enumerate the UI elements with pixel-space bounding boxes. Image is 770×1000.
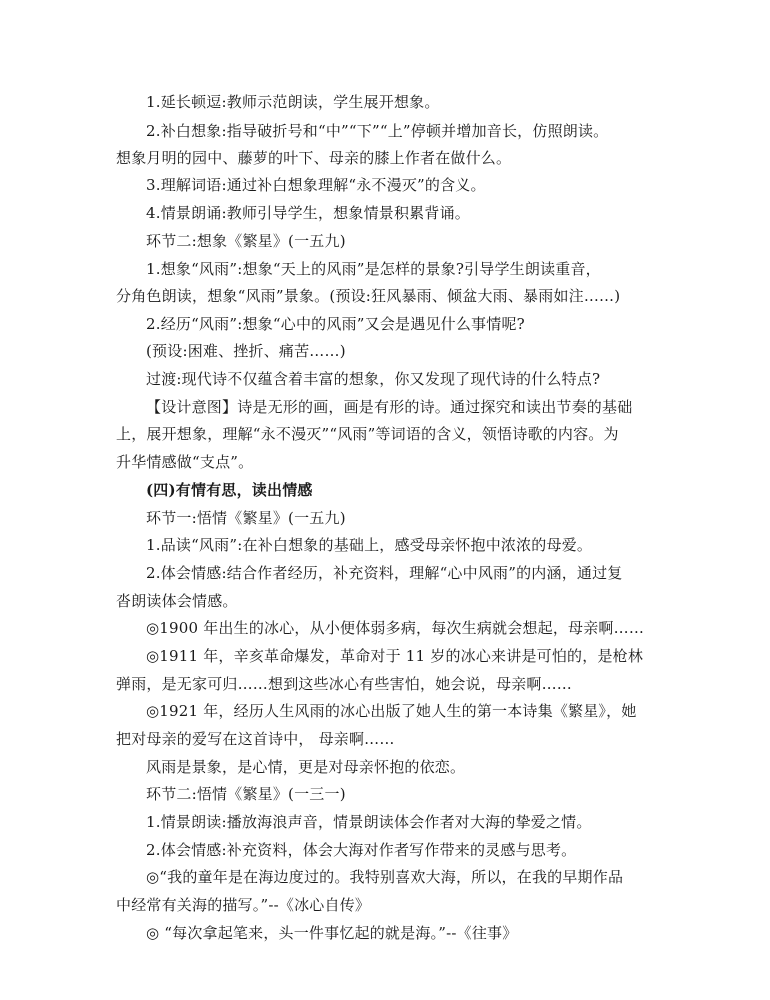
text-line: 2.体会情感:结合作者经历，补充资料，理解“心中风雨”的内涵，通过复 — [146, 564, 623, 582]
text-line: 2.补白想象:指导破折号和“中”“下”“上”停顿并增加音长，仿照朗读。 — [146, 122, 609, 140]
text-line: 1.想象“风雨”:想象“天上的风雨”是怎样的景象?引导学生朗读重音， — [146, 260, 601, 278]
text-line: 把对母亲的爱写在这首诗中， 母亲啊…… — [116, 730, 395, 748]
text-line: 2.经历“风雨”:想象“心中的风雨”又会是遇见什么事情呢? — [146, 315, 525, 333]
section-title: (四)有情有思，读出情感 — [146, 481, 313, 499]
text-line: ◎1921 年，经历人生风雨的冰心出版了她人生的第一本诗集《繁星》，她 — [146, 702, 637, 720]
text-line: 上，展开想象，理解“永不漫灭”“风雨”等词语的含义，领悟诗歌的内容。为 — [116, 425, 619, 443]
text-line: 1.品读“风雨”:在补白想象的基础上，感受母亲怀抱中浓浓的母爱。 — [146, 536, 593, 554]
text-line: 沓朗读体会情感。 — [116, 592, 238, 610]
text-line: 过渡:现代诗不仅蕴含着丰富的想象，你又发现了现代诗的什么特点? — [146, 370, 601, 388]
text-line: 分角色朗读，想象“风雨”景象。(预设:狂风暴雨、倾盆大雨、暴雨如注……) — [116, 287, 621, 305]
section-heading: 环节二:想象《繁星》(一五九) — [146, 232, 346, 250]
text-line: 4.情景朗诵:教师引导学生，想象情景积累背诵。 — [146, 204, 470, 222]
section-heading: 环节一:悟情《繁星》(一五九) — [146, 509, 346, 527]
text-line: 1.延长顿逗:教师示范朗读，学生展开想象。 — [146, 93, 440, 111]
text-line: 升华情感做“支点”。 — [116, 453, 254, 471]
text-line: 2.体会情感:补充资料，体会大海对作者写作带来的灵感与思考。 — [146, 841, 577, 859]
text-line: 风雨是景象，是心情，更是对母亲怀抱的依恋。 — [146, 758, 466, 776]
text-line: ◎“我的童年是在海边度过的。我特别喜欢大海，所以，在我的早期作品 — [146, 868, 624, 886]
text-line: 弹雨，是无家可归……想到这些冰心有些害怕，她会说，母亲啊…… — [116, 675, 573, 693]
text-line: ◎1911 年，辛亥革命爆发，革命对于 11 岁的冰心来讲是可怕的，是枪林 — [146, 647, 644, 665]
section-heading: 环节二:悟情《繁星》(一三一) — [146, 785, 346, 803]
text-line: 3.理解词语:通过补白想象理解“永不漫灭”的含义。 — [146, 176, 486, 194]
text-line: 中经常有关海的描写。”--《冰心自传》 — [116, 896, 371, 914]
text-line: (预设:困难、挫折、痛苦……) — [146, 342, 346, 360]
text-line: 1.情景朗读:播放海浪声音，情景朗读体会作者对大海的挚爱之情。 — [146, 813, 592, 831]
text-line: 想象月明的园中、藤萝的叶下、母亲的膝上作者在做什么。 — [116, 149, 512, 167]
design-intent: 【设计意图】诗是无形的画，画是有形的诗。通过探究和读出节奏的基础 — [146, 398, 633, 416]
text-line: ◎1900 年出生的冰心，从小便体弱多病，每次生病就会想起，母亲啊…… — [146, 619, 645, 637]
text-line: ◎ “每次拿起笔来，头一件事忆起的就是海。”--《往事》 — [146, 924, 518, 942]
